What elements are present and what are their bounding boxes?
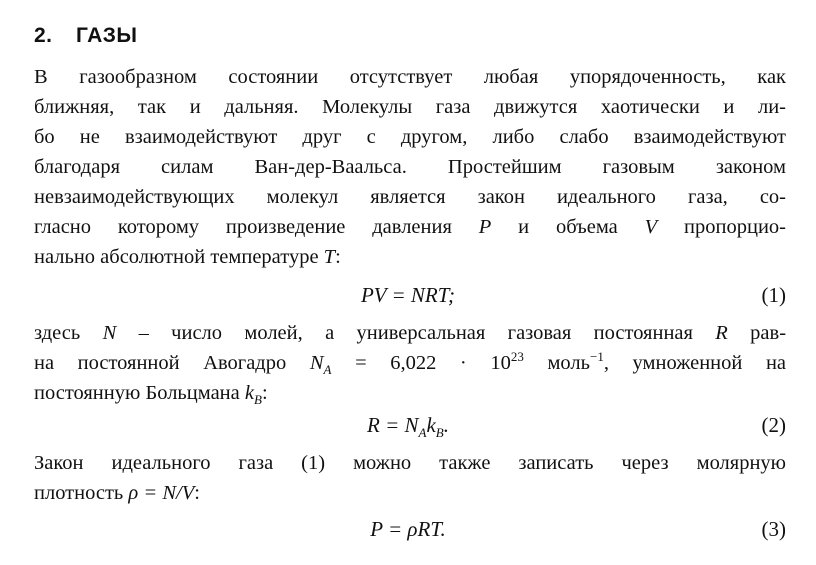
- math-symbol-N: N: [309, 352, 324, 374]
- text-span: рав-: [750, 322, 787, 344]
- text-span: , умноженной на: [603, 352, 787, 374]
- paragraph-line: [34, 242, 786, 272]
- equation-2-number: (2): [761, 413, 786, 437]
- subscript-A: A: [323, 362, 332, 378]
- paragraph-line: бо не взаимодействуют друг с другом, либо слабо взаимодействуют: [34, 126, 786, 148]
- avogadro-value: = 6,022 · 10: [355, 352, 511, 374]
- subscript-B: B: [253, 392, 262, 408]
- math-symbol-R: R: [715, 322, 728, 344]
- math-symbol-V: V: [644, 216, 658, 238]
- math-symbol-k: k: [244, 382, 254, 404]
- equation-1-text: PV = NRT;: [360, 283, 456, 307]
- text-span: и объема: [518, 216, 618, 238]
- section-heading: [34, 24, 137, 48]
- paragraph-line: [34, 478, 786, 508]
- math-symbol-P: P: [478, 216, 492, 238]
- equation-2-text: $R = N_Ak_B$.: [367, 413, 449, 441]
- eq2-R: R: [367, 413, 380, 437]
- equation-1-number: (1): [761, 283, 786, 307]
- paragraph-line: [34, 318, 786, 348]
- paragraph-line: [34, 212, 786, 242]
- equation-2: [0, 410, 816, 440]
- paragraph-line: [34, 378, 786, 408]
- paragraph-line: [34, 348, 786, 378]
- text-span: здесь: [34, 322, 81, 344]
- text-span: гласно которому произведение давления: [34, 216, 452, 238]
- equation-3: [0, 514, 816, 544]
- exponent-minus-1: −1: [590, 349, 604, 365]
- unit-mol: моль: [547, 352, 590, 374]
- text-span: – число молей, а универсальная газовая постоянная: [138, 322, 693, 344]
- paragraph-line: Закон идеального газа (1) можно также записать через молярную: [34, 452, 786, 474]
- exponent-23: 23: [510, 349, 524, 365]
- math-symbol-N: N: [102, 322, 117, 344]
- section-number: 2.: [34, 24, 53, 47]
- text-span: плотность: [34, 482, 124, 504]
- equation-1: [0, 280, 816, 310]
- equation-3-number: (3): [761, 517, 786, 541]
- text-span: пропорцио-: [684, 216, 787, 238]
- text-span: :: [335, 246, 341, 268]
- text-span: на постоянной Авогадро: [34, 352, 287, 374]
- paragraph-line: невзаимодействующих молекул является закон идеального газа, со-: [34, 186, 786, 208]
- text-span: :: [261, 382, 268, 404]
- section-title: ГАЗЫ: [76, 24, 138, 47]
- math-symbol-T: T: [323, 246, 336, 268]
- paragraph-line: благодаря силам Ван-дер-Ваальса. Простейшим газовым законом: [34, 156, 786, 178]
- text-span: :: [194, 482, 200, 504]
- paragraph-line: В газообразном состоянии отсутствует любая упорядоченность, как: [34, 66, 786, 88]
- text-span: нально абсолютной температуре: [34, 246, 319, 268]
- molar-density-formula: ρ = N/V: [128, 482, 195, 504]
- equation-3-text: P = ρRT.: [370, 517, 446, 541]
- avogadro-formula: [309, 349, 604, 378]
- text-span: постоянную Больцмана: [34, 382, 240, 404]
- paragraph-line: ближняя, так и дальняя. Молекулы газа движутся хаотически и ли-: [34, 96, 786, 118]
